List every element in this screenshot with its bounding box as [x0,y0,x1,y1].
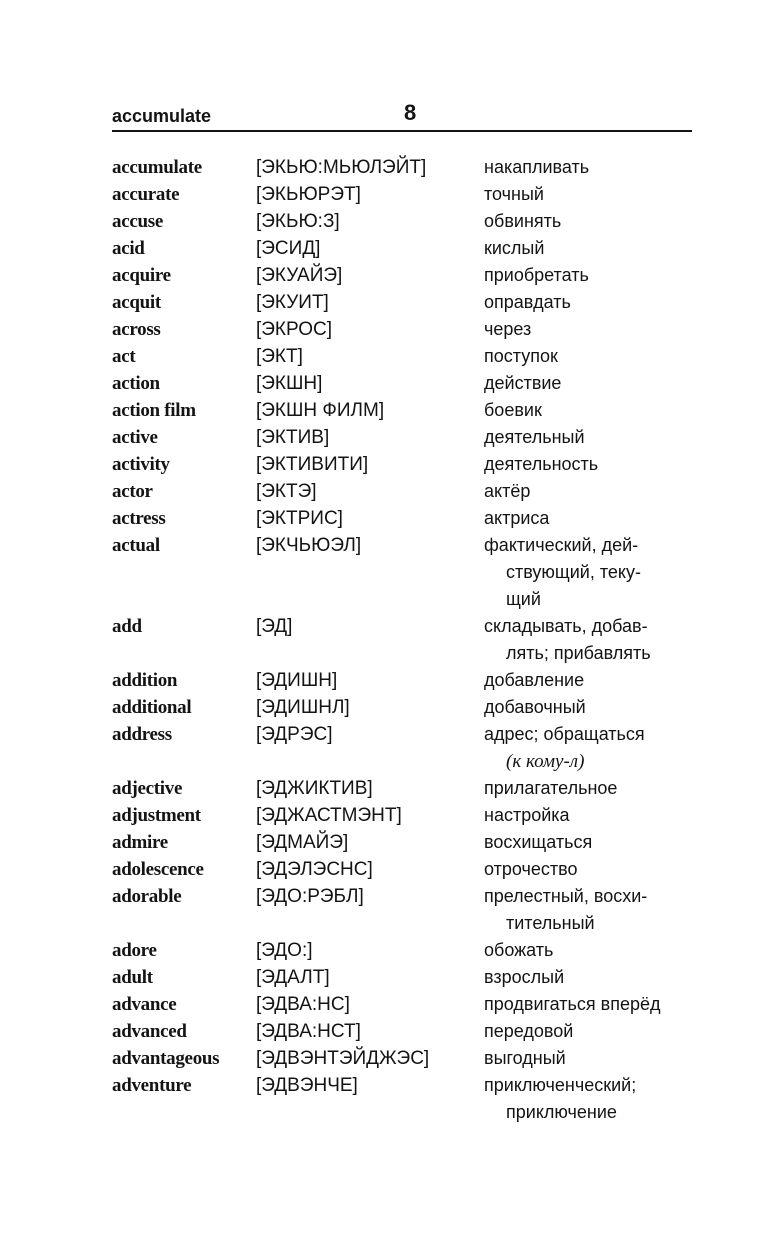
headword: advanced [112,1021,187,1042]
dictionary-entry [112,235,712,262]
headword: adore [112,940,157,961]
pronunciation: [ЭДО:РЭБЛ] [256,886,364,907]
dictionary-entry [112,478,712,505]
headword: adult [112,967,153,988]
translation [484,262,712,289]
dictionary-entry [112,208,712,235]
pronunciation: [ЭДВА:НС] [256,994,350,1015]
translation [484,721,712,775]
pronunciation: [ЭДВЭНТЭЙДЖЭС] [256,1048,430,1069]
dictionary-entry [112,991,712,1018]
translation [484,343,712,370]
headword: accurate [112,184,180,205]
headword: adventure [112,1075,192,1096]
pronunciation: [ЭКТРИС] [256,508,343,529]
translation [484,235,712,262]
translation-line: оправдать [484,292,571,312]
translation-line: приключение [506,1102,617,1122]
headword: adjective [112,778,183,799]
translation [484,964,712,991]
translation-line: актёр [484,481,531,501]
translation-line: тительный [506,913,595,933]
translation [484,829,712,856]
pronunciation: [ЭДМАЙЭ] [256,832,349,853]
headword: acquit [112,292,161,313]
running-header [112,100,692,132]
translation [484,1072,712,1126]
translation-line: обвинять [484,211,562,231]
translation-line: приобретать [484,265,589,285]
pronunciation: [ЭДИШНЛ] [256,697,350,718]
translation-line: деятельный [484,427,585,447]
page-number: 8 [404,100,417,125]
dictionary-entries [112,154,712,1126]
dictionary-entry [112,802,712,829]
pronunciation: [ЭДИШН] [256,670,338,691]
translation-line: взрослый [484,967,565,987]
pronunciation: [ЭКЬЮ:МЬЮЛЭЙТ] [256,157,427,178]
pronunciation: [ЭДВА:НСТ] [256,1021,361,1042]
headword: accuse [112,211,163,232]
headword: accumulate [112,157,202,178]
translation [484,694,712,721]
headword: add [112,616,142,637]
dictionary-entry [112,775,712,802]
headword: adolescence [112,859,204,880]
pronunciation: [ЭСИД] [256,238,321,259]
translation-line: настройка [484,805,570,825]
translation-line: боевик [484,400,542,420]
headword: advantageous [112,1048,220,1069]
dictionary-entry [112,829,712,856]
dictionary-entry [112,721,712,775]
pronunciation: [ЭКЬЮ:З] [256,211,340,232]
translation [484,991,712,1018]
headword: act [112,346,136,367]
dictionary-entry [112,451,712,478]
translation-line: адрес; обращаться [484,724,645,744]
pronunciation: [ЭКТИВ] [256,427,330,448]
translation [484,505,712,532]
translation [484,316,712,343]
translation-line: через [484,319,532,339]
translation-line: складывать, добав- [484,616,648,636]
pronunciation: [ЭДВЭНЧЕ] [256,1075,358,1096]
translation [484,154,712,181]
translation [484,451,712,478]
translation-line: восхищаться [484,832,593,852]
translation [484,181,712,208]
pronunciation: [ЭКУИТ] [256,292,329,313]
headword: admire [112,832,168,853]
translation [484,289,712,316]
translation [484,370,712,397]
dictionary-entry [112,694,712,721]
pronunciation: [ЭКТИВИТИ] [256,454,369,475]
headword: adjustment [112,805,201,826]
translation [484,667,712,694]
pronunciation: [ЭДЖАСТМЭНТ] [256,805,402,826]
dictionary-entry [112,397,712,424]
translation [484,532,712,613]
dictionary-entry [112,1072,712,1126]
translation-line: действие [484,373,562,393]
translation-line: щий [506,589,541,609]
translation-line: лять; прибавлять [506,643,651,663]
dictionary-entry [112,181,712,208]
translation-line: передовой [484,1021,574,1041]
dictionary-entry [112,883,712,937]
translation-note: (к кому-л) [506,751,585,772]
translation [484,856,712,883]
translation [484,208,712,235]
headword: addition [112,670,178,691]
translation-line: отрочество [484,859,578,879]
headword: active [112,427,158,448]
dictionary-entry [112,613,712,667]
headword: action film [112,400,196,421]
translation-note-line [484,748,712,775]
headword: adorable [112,886,182,907]
dictionary-entry [112,343,712,370]
dictionary-entry [112,964,712,991]
pronunciation: [ЭКУАЙЭ] [256,265,343,286]
guide-word: accumulate [112,106,212,126]
translation [484,883,712,937]
pronunciation: [ЭДЭЛЭСНС] [256,859,373,880]
translation-line: добавление [484,670,585,690]
headword: activity [112,454,170,475]
headword: actor [112,481,153,502]
translation-line: выгодный [484,1048,566,1068]
translation [484,1018,712,1045]
translation-line: деятельность [484,454,599,474]
pronunciation: [ЭКРОС] [256,319,333,340]
translation [484,397,712,424]
translation [484,478,712,505]
translation-line: прелестный, восхи- [484,886,648,906]
dictionary-entry [112,370,712,397]
headword: additional [112,697,192,718]
translation-line: кислый [484,238,545,258]
headword: actress [112,508,166,529]
pronunciation: [ЭКЬЮРЭТ] [256,184,361,205]
headword: acquire [112,265,171,286]
pronunciation: [ЭДО:] [256,940,313,961]
translation-line: поступок [484,346,558,366]
translation [484,775,712,802]
dictionary-entry [112,667,712,694]
translation [484,937,712,964]
headword: advance [112,994,177,1015]
translation-line: обожать [484,940,554,960]
headword: action [112,373,160,394]
pronunciation: [ЭДАЛТ] [256,967,330,988]
dictionary-entry [112,289,712,316]
dictionary-entry [112,424,712,451]
pronunciation: [ЭДЖИКТИВ] [256,778,373,799]
translation-line: прилагательное [484,778,618,798]
translation-line: продвигаться вперёд [484,994,661,1014]
pronunciation: [ЭКШН] [256,373,323,394]
translation-line: накапливать [484,157,590,177]
pronunciation: [ЭКЧЬЮЭЛ] [256,535,362,556]
pronunciation: [ЭКТЭ] [256,481,317,502]
pronunciation: [ЭДРЭС] [256,724,333,745]
translation [484,613,712,667]
translation [484,802,712,829]
translation-line: приключенческий; [484,1075,637,1095]
translation-line: точный [484,184,544,204]
translation [484,1045,712,1072]
dictionary-entry [112,505,712,532]
headword: across [112,319,161,340]
dictionary-entry [112,1045,712,1072]
translation [484,424,712,451]
translation-line: ствующий, теку- [506,562,641,582]
headword: actual [112,535,160,556]
dictionary-entry [112,532,712,613]
headword: acid [112,238,145,259]
dictionary-entry [112,316,712,343]
pronunciation: [ЭКШН ФИЛМ] [256,400,385,421]
headword: address [112,724,172,745]
dictionary-entry [112,154,712,181]
translation-line: добавочный [484,697,586,717]
dictionary-entry [112,856,712,883]
pronunciation: [ЭКТ] [256,346,303,367]
dictionary-entry [112,937,712,964]
dictionary-entry [112,1018,712,1045]
translation-line: фактический, дей- [484,535,639,555]
dictionary-entry [112,262,712,289]
translation-line: актриса [484,508,550,528]
pronunciation: [ЭД] [256,616,293,637]
